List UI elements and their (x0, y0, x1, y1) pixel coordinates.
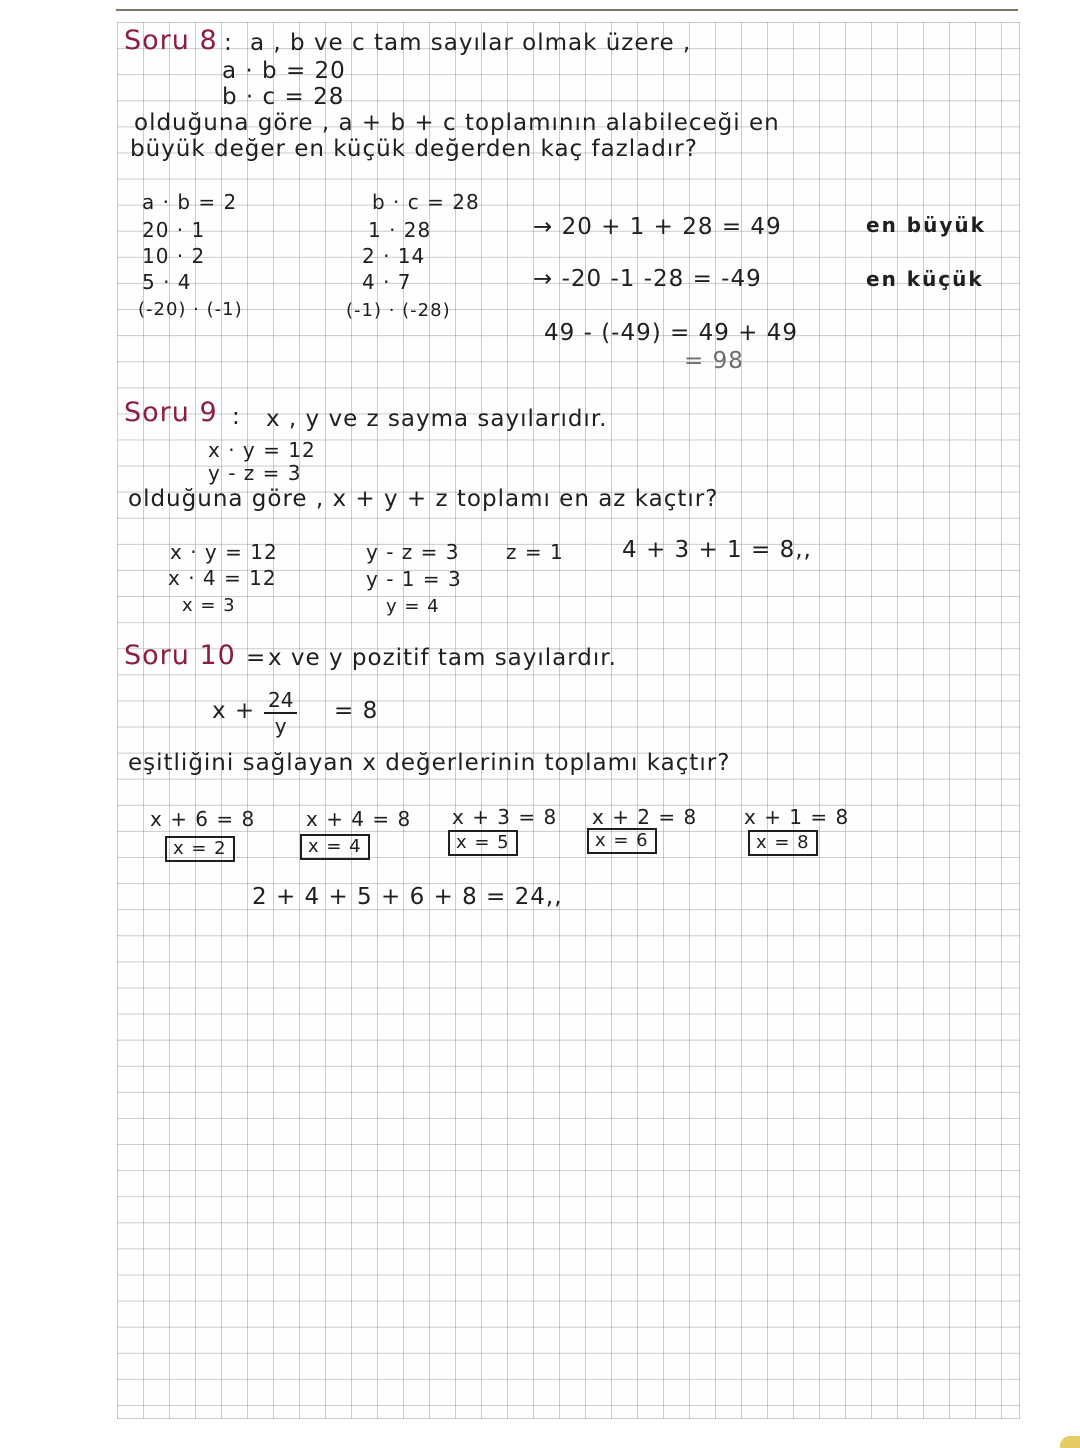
max-calc: → 20 + 1 + 28 = 49 (533, 214, 782, 240)
question-10-colon: = (246, 645, 267, 671)
ab-pair: 10 · 2 (142, 244, 206, 268)
equation-fraction (264, 690, 297, 736)
question-9-given-yz: y - z = 3 (208, 461, 302, 485)
case-equation: x + 2 = 8 (592, 805, 698, 829)
ab-header: a · b = 2 (142, 190, 238, 214)
question-10-result: 2 + 4 + 5 + 6 + 8 = 24,, (252, 884, 563, 910)
question-8-given-bc: b · c = 28 (222, 84, 345, 110)
case-answer-box: x = 8 (748, 830, 818, 856)
case-equation: x + 4 = 8 (306, 807, 412, 831)
question-8-colon: : (224, 30, 233, 56)
min-label: en küçük (866, 267, 984, 291)
bc-pair: 1 · 28 (368, 218, 432, 242)
z-value: z = 1 (506, 540, 564, 564)
ab-pair: (-20) · (-1) (138, 299, 243, 320)
case-equation: x + 6 = 8 (150, 807, 256, 831)
question-8-result: = 98 (684, 348, 744, 374)
bc-pair: 4 · 7 (362, 270, 412, 294)
question-9-prompt-line1: x , y ve z sayma sayılarıdır. (266, 406, 608, 432)
case-equation: x + 3 = 8 (452, 805, 558, 829)
ab-pair: 5 · 4 (142, 270, 192, 294)
question-8-prompt-line3: büyük değer en küçük değerden kaç fazladır? (130, 136, 698, 162)
max-label: en büyük (866, 213, 986, 237)
question-10-title: Soru 10 (124, 640, 236, 671)
question-8-title: Soru 8 (124, 25, 218, 56)
fraction-denominator: y (274, 714, 287, 738)
question-10-prompt-line2: eşitliğini sağlayan x değerlerinin toplamı kaçtır? (128, 750, 731, 776)
question-10-prompt-line1: x ve y pozitif tam sayılardır. (268, 645, 617, 671)
difference-calc: 49 - (-49) = 49 + 49 (544, 320, 799, 346)
question-8-prompt-line2: olduğuna göre , a + b + c toplamının alabileceği en (134, 110, 780, 136)
question-9-colon: : (232, 404, 241, 430)
case-answer-box: x = 6 (587, 828, 657, 854)
case-answer-box: x = 4 (300, 834, 370, 860)
case-equation: x + 1 = 8 (744, 805, 850, 829)
question-9-result: 4 + 3 + 1 = 8,, (622, 537, 812, 563)
y-solve-step: y - z = 3 (366, 540, 460, 564)
bc-pair: (-1) · (-28) (346, 300, 451, 321)
equation-rhs: = 8 (334, 698, 379, 724)
x-solve-step: x = 3 (182, 595, 236, 616)
page-top-rule (116, 9, 1018, 11)
question-8-given-ab: a · b = 20 (222, 58, 346, 84)
fraction-numerator: 24 (264, 690, 297, 714)
equation-lhs: x + (212, 698, 256, 724)
bc-header: b · c = 28 (372, 190, 480, 214)
ab-pair: 20 · 1 (142, 218, 206, 242)
y-solve-step: y = 4 (386, 596, 440, 617)
case-answer-box: x = 2 (165, 836, 235, 862)
highlighter-mark (1060, 1436, 1080, 1448)
min-calc: → -20 -1 -28 = -49 (533, 266, 762, 292)
x-solve-step: x · 4 = 12 (168, 566, 277, 590)
y-solve-step: y - 1 = 3 (366, 567, 462, 591)
question-8-prompt-line1: a , b ve c tam sayılar olmak üzere , (250, 30, 692, 56)
question-9-given-xy: x · y = 12 (208, 438, 316, 462)
question-9-title: Soru 9 (124, 397, 218, 428)
question-9-prompt-line2: olduğuna göre , x + y + z toplamı en az kaçtır? (128, 486, 719, 512)
x-solve-step: x · y = 12 (170, 540, 278, 564)
case-answer-box: x = 5 (448, 830, 518, 856)
bc-pair: 2 · 14 (362, 244, 426, 268)
